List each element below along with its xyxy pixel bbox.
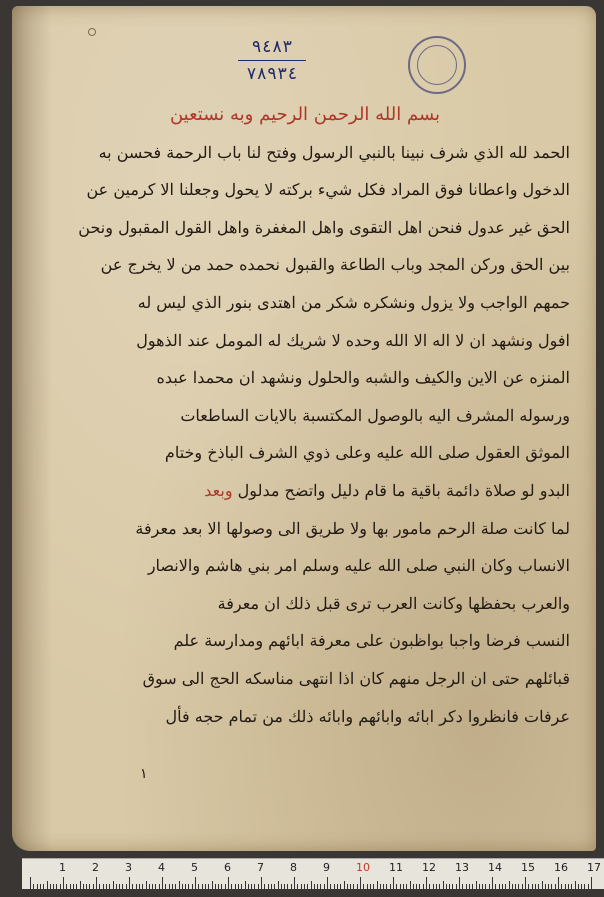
shelfmark-line-2: ٧٨٩٣٤	[246, 64, 298, 84]
ruler-tick	[251, 884, 252, 889]
ruler-tick	[245, 881, 246, 889]
ruler-tick	[30, 877, 31, 889]
ruler-tick	[581, 884, 582, 889]
ruler-tick	[548, 884, 549, 889]
ruler-tick	[403, 884, 404, 889]
ruler-tick	[113, 881, 114, 889]
ruler-tick	[307, 884, 308, 889]
ruler-tick	[103, 884, 104, 889]
ruler-tick	[192, 884, 193, 889]
text-line	[40, 510, 570, 548]
ruler-tick	[591, 877, 592, 889]
ruler-tick	[545, 884, 546, 889]
ruler-tick	[212, 881, 213, 889]
ruler-tick	[175, 884, 176, 889]
ruler-tick	[294, 877, 295, 889]
ruler-tick	[284, 884, 285, 889]
text-line	[40, 472, 570, 510]
ruler-tick	[179, 881, 180, 889]
ruler-tick	[96, 877, 97, 889]
text-line	[40, 698, 570, 736]
ruler-tick	[60, 884, 61, 889]
manuscript-text	[40, 96, 570, 735]
ruler-tick	[314, 884, 315, 889]
ruler-tick	[274, 884, 275, 889]
ruler-tick	[383, 884, 384, 889]
line-text: عرفات فانظروا دكر ابائه وابائهم وابائه ذلك من تمام حجه فأل	[165, 706, 570, 726]
ruler-tick	[466, 884, 467, 889]
ruler-number: 5	[191, 861, 198, 874]
line-text: والعرب بحفظها وكانت العرب ترى قبل ذلك ان معرفة	[217, 593, 570, 613]
line-text: الدخول واعطانا فوق المراد فكل شيء بركته لا يحول وجعلنا الا كرمين عن	[86, 180, 570, 200]
ruler-tick	[476, 881, 477, 889]
ruler-tick	[353, 884, 354, 889]
ruler-number: 1	[59, 861, 66, 874]
ruler-tick	[109, 884, 110, 889]
text-line	[40, 585, 570, 623]
line-text: حمهم الواجب ولا يزول ونشكره شكر من اهتدى بنور الذي ليس له	[137, 292, 570, 312]
folio-number: ١	[140, 766, 148, 782]
line-text: ورسوله المشرف اليه بالوصول المكتسبة بالايات الساطعات	[180, 405, 570, 425]
line-text: البدو لو صلاة دائمة باقية ما قام دليل واتضح مدلول	[237, 480, 570, 500]
ruler-tick	[485, 884, 486, 889]
text-line	[40, 322, 570, 360]
ruler-tick	[489, 884, 490, 889]
text-line	[40, 246, 570, 284]
ruler-tick	[360, 877, 361, 889]
ruler-tick	[172, 884, 173, 889]
ruler-tick	[551, 884, 552, 889]
ruler-tick	[380, 884, 381, 889]
ruler-tick	[528, 884, 529, 889]
ruler-tick	[429, 884, 430, 889]
ruler-tick	[479, 884, 480, 889]
ruler-tick	[238, 884, 239, 889]
ruler-tick	[162, 877, 163, 889]
ruler-tick	[119, 884, 120, 889]
ruler-tick	[482, 884, 483, 889]
basmala-line	[40, 96, 570, 134]
ruler-number: 16	[554, 861, 568, 874]
ruler-tick	[159, 884, 160, 889]
ruler-number: 7	[257, 861, 264, 874]
ruler-tick	[248, 884, 249, 889]
line-text: الانساب وكان النبي صلى الله عليه وسلم امر بني هاشم والانصار	[147, 556, 570, 576]
ruler-tick	[518, 884, 519, 889]
ruler-tick	[357, 884, 358, 889]
ruler-tick	[218, 884, 219, 889]
ruler-tick	[538, 884, 539, 889]
ruler-number: 9	[323, 861, 330, 874]
ruler-tick	[386, 884, 387, 889]
ruler-tick	[370, 884, 371, 889]
ruler-tick	[142, 884, 143, 889]
ruler-tick	[89, 884, 90, 889]
rubric-word: وبعد	[204, 480, 238, 500]
ruler-tick	[578, 884, 579, 889]
ruler-number: 3	[125, 861, 132, 874]
ruler-tick	[136, 884, 137, 889]
ruler-tick	[499, 884, 500, 889]
ruler-tick	[50, 884, 51, 889]
worm-hole	[88, 28, 96, 36]
ruler-tick	[373, 884, 374, 889]
ruler-tick	[542, 881, 543, 889]
ruler-tick	[169, 884, 170, 889]
stamp-inner	[417, 45, 457, 85]
ruler-tick	[509, 881, 510, 889]
ruler-tick	[492, 877, 493, 889]
ruler-tick	[182, 884, 183, 889]
ruler-tick	[334, 884, 335, 889]
ruler-tick	[241, 884, 242, 889]
ruler-tick	[377, 881, 378, 889]
ruler-tick	[40, 884, 41, 889]
ruler-tick	[205, 884, 206, 889]
ruler-tick	[122, 884, 123, 889]
ruler-tick	[99, 884, 100, 889]
ruler-tick	[347, 884, 348, 889]
ruler-tick	[66, 884, 67, 889]
ruler-tick	[287, 884, 288, 889]
ruler-number: 6	[224, 861, 231, 874]
text-line	[40, 434, 570, 472]
ruler-tick	[439, 884, 440, 889]
ruler-number: 12	[422, 861, 436, 874]
text-line	[40, 622, 570, 660]
ruler-tick	[116, 884, 117, 889]
ruler-tick	[555, 884, 556, 889]
ruler-tick	[281, 884, 282, 889]
line-text: افول ونشهد ان لا اله الا الله وحده لا شريك له المومل عند الذهول	[136, 330, 570, 350]
ruler-tick	[522, 884, 523, 889]
ruler-tick	[70, 884, 71, 889]
ruler-tick	[472, 884, 473, 889]
ruler-tick	[208, 884, 209, 889]
ruler-tick	[83, 884, 84, 889]
text-line	[40, 171, 570, 209]
line-text: الموثق العقول صلى الله عليه وعلى ذوي الشرف الباذخ وختام	[164, 443, 570, 463]
ruler-tick	[146, 881, 147, 889]
ruler-tick	[129, 877, 130, 889]
ruler-tick	[436, 884, 437, 889]
ruler-tick	[416, 884, 417, 889]
ruler-tick	[443, 881, 444, 889]
ruler-tick	[228, 877, 229, 889]
text-line	[40, 397, 570, 435]
ruler-number: 15	[521, 861, 535, 874]
ruler-tick	[304, 884, 305, 889]
line-text: الحمد لله الذي شرف نبينا بالنبي الرسول وفتح لنا باب الرحمة فحسن به	[98, 142, 570, 162]
line-text: بين الحق وركن المجد وباب الطاعة والقبول نحمده حمد من لا يخرج عن	[100, 255, 570, 275]
text-line	[40, 209, 570, 247]
line-text: المنزه عن الاين والكيف والشبه والحلول ونشهد ان محمدا عبده	[156, 368, 570, 388]
ruler-tick	[327, 877, 328, 889]
ruler-tick	[502, 884, 503, 889]
ruler-tick	[419, 884, 420, 889]
ruler-tick	[363, 884, 364, 889]
ruler-tick	[575, 881, 576, 889]
ruler-tick	[301, 884, 302, 889]
ruler-tick	[47, 881, 48, 889]
ruler-tick	[225, 884, 226, 889]
ruler-tick	[126, 884, 127, 889]
ruler-tick	[235, 884, 236, 889]
ruler-tick	[337, 884, 338, 889]
ruler-tick	[165, 884, 166, 889]
ruler-tick	[271, 884, 272, 889]
ruler-tick	[350, 884, 351, 889]
ruler-tick	[558, 877, 559, 889]
ruler-tick	[63, 877, 64, 889]
line-text: لما كانت صلة الرحم مامور بها ولا طريق الى وصولها الا بعد معرفة	[135, 518, 570, 538]
ruler-tick	[459, 877, 460, 889]
ruler-tick	[254, 884, 255, 889]
ruler-tick	[73, 884, 74, 889]
ruler-tick	[588, 884, 589, 889]
ruler-tick	[532, 884, 533, 889]
ruler-tick	[561, 884, 562, 889]
ruler-number: 13	[455, 861, 469, 874]
ruler-tick	[297, 884, 298, 889]
ruler-tick	[571, 884, 572, 889]
ruler-tick	[53, 884, 54, 889]
rubric-word: وبه نستعين	[169, 104, 260, 125]
ruler-tick	[86, 884, 87, 889]
library-stamp-icon	[408, 36, 466, 94]
line-text: النسب فرضا واجبا بواظبون على معرفة ابائهم ومدارسة علم	[173, 631, 570, 651]
ruler-tick	[264, 884, 265, 889]
ruler-number: 2	[92, 861, 99, 874]
ruler-tick	[188, 884, 189, 889]
ruler-tick	[93, 884, 94, 889]
ruler-tick	[423, 884, 424, 889]
ruler-tick	[390, 884, 391, 889]
ruler-tick	[452, 884, 453, 889]
ruler-tick	[215, 884, 216, 889]
ruler-tick	[410, 881, 411, 889]
text-line	[40, 547, 570, 585]
ruler-tick	[195, 877, 196, 889]
ruler-tick	[396, 884, 397, 889]
ruler-tick	[317, 884, 318, 889]
ruler-tick	[278, 881, 279, 889]
ruler-tick	[505, 884, 506, 889]
ruler-tick	[525, 877, 526, 889]
text-line	[40, 134, 570, 172]
ruler-tick	[43, 884, 44, 889]
text-line	[40, 359, 570, 397]
ruler-tick	[155, 884, 156, 889]
ruler-tick	[512, 884, 513, 889]
ruler-tick	[320, 884, 321, 889]
ruler-number: 17	[587, 861, 601, 874]
ruler-tick	[106, 884, 107, 889]
ruler-number: 8	[290, 861, 297, 874]
ruler-tick	[311, 881, 312, 889]
shelfmark	[232, 36, 312, 85]
ruler-tick	[33, 884, 34, 889]
ruler-tick	[462, 884, 463, 889]
ruler-tick	[413, 884, 414, 889]
ruler-tick	[56, 884, 57, 889]
ruler-tick	[433, 884, 434, 889]
ruler-tick	[565, 884, 566, 889]
ruler-tick	[449, 884, 450, 889]
text-line	[40, 284, 570, 322]
ruler-tick	[291, 884, 292, 889]
ruler-tick	[446, 884, 447, 889]
ruler-tick	[495, 884, 496, 889]
ruler-number: 10	[356, 861, 370, 874]
ruler-number: 14	[488, 861, 502, 874]
ruler-tick	[426, 877, 427, 889]
ruler-number: 4	[158, 861, 165, 874]
ruler-tick	[268, 884, 269, 889]
ruler-tick	[367, 884, 368, 889]
ruler-tick	[37, 884, 38, 889]
ruler-tick	[76, 884, 77, 889]
text-line	[40, 660, 570, 698]
ruler-number: 11	[389, 861, 403, 874]
ruler-tick	[132, 884, 133, 889]
ruler-tick	[261, 877, 262, 889]
ruler-tick	[344, 881, 345, 889]
ruler-tick	[185, 884, 186, 889]
ruler-tick	[231, 884, 232, 889]
ruler-tick	[535, 884, 536, 889]
ruler-tick	[152, 884, 153, 889]
line-text: قبائلهم حتى ان الرجل منهم كان اذا انتهى مناسكه الحج الى سوق	[142, 668, 570, 688]
ruler-tick	[324, 884, 325, 889]
ruler-tick	[456, 884, 457, 889]
ruler-tick	[393, 877, 394, 889]
ruler-tick	[340, 884, 341, 889]
line-text: بسم الله الرحمن الرحيم	[259, 104, 441, 125]
shelfmark-rule	[238, 60, 306, 61]
ruler-tick	[80, 881, 81, 889]
ruler-tick	[139, 884, 140, 889]
ruler-tick	[258, 884, 259, 889]
ruler-tick	[406, 884, 407, 889]
ruler-tick	[202, 884, 203, 889]
ruler-tick	[330, 884, 331, 889]
ruler-tick	[400, 884, 401, 889]
ruler-tick	[221, 884, 222, 889]
ruler-tick	[584, 884, 585, 889]
measurement-ruler	[22, 858, 604, 889]
ruler-tick	[515, 884, 516, 889]
line-text: الحق غير عدول فنحن اهل التقوى واهل المغفرة واهل القول المقبول ونحن	[78, 217, 570, 237]
ruler-tick	[568, 884, 569, 889]
ruler-tick	[198, 884, 199, 889]
ruler-tick	[149, 884, 150, 889]
ruler-tick	[469, 884, 470, 889]
shelfmark-line-1: ٩٤٨٣	[251, 37, 293, 57]
